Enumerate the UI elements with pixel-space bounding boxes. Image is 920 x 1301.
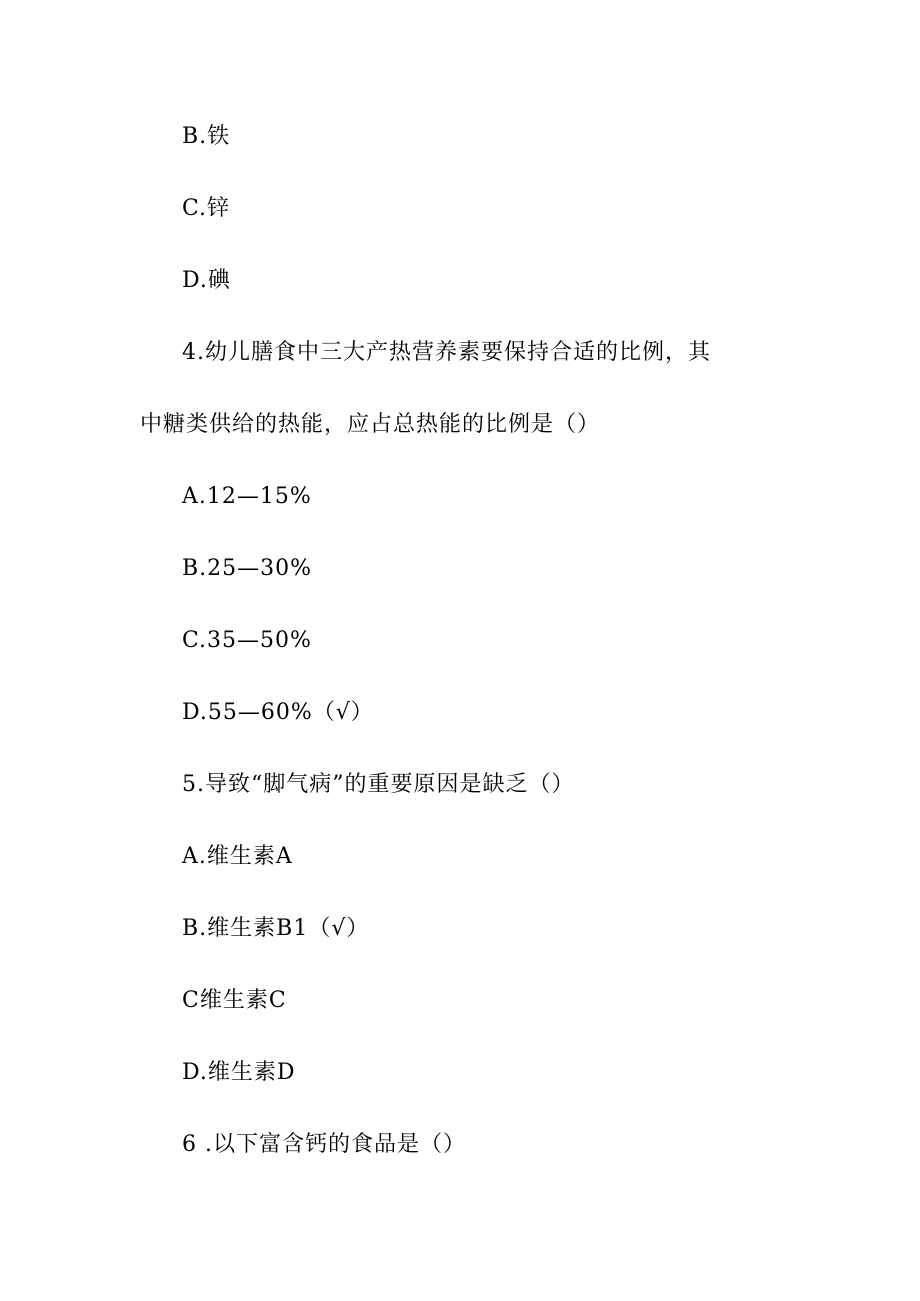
q4-option-b: B.25—30% [182, 556, 313, 581]
option-d-iodine: D.碘 [182, 268, 231, 293]
q5-option-c: C维生素C [182, 988, 287, 1013]
question-4-line-1: 4.幼儿膳食中三大产热营养素要保持合适的比例，其 [182, 340, 711, 365]
q4-option-a: A.12—15% [182, 484, 312, 509]
option-c-zinc: C.锌 [182, 196, 231, 221]
option-b-iron: B.铁 [182, 124, 231, 149]
question-6: 6 .以下富含钙的食品是（） [182, 1132, 466, 1157]
question-5: 5.导致“脚气病”的重要原因是缺乏（） [182, 772, 575, 797]
q5-option-a: A.维生素A [182, 844, 293, 869]
q5-option-b: B.维生素B1（√） [182, 916, 370, 941]
q4-option-c: C.35—50% [182, 628, 312, 653]
question-4-line-2: 中糖类供给的热能，应占总热能的比例是（） [140, 412, 601, 437]
q4-option-d: D.55—60%（√） [182, 700, 374, 725]
q5-option-d: D.维生素D [182, 1060, 296, 1085]
